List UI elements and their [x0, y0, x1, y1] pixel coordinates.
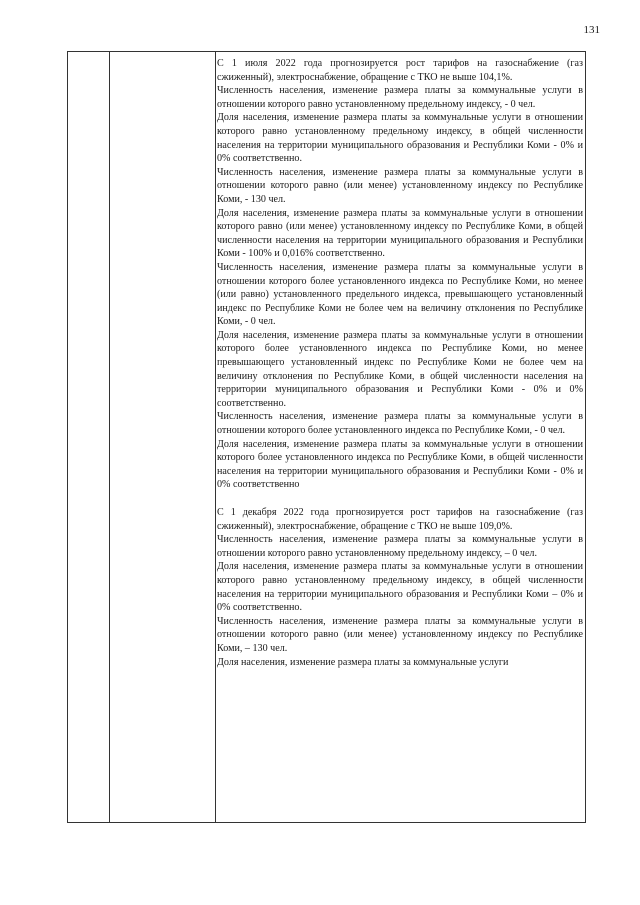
paragraph: Численность населения, изменение размера платы за коммунальные услуги в отношении которого равно установленному предельному индексу, – 0 чел. [217, 534, 583, 559]
paragraph: Численность населения, изменение размера платы за коммунальные услуги в отношении которого более установленного индекса по Республике Коми, но менее (или равно) установленного предельного индекса, превышающего установленный индекс по Республике Коми не более чем на величину отклонения по Республике Коми, - 0 чел. [217, 261, 583, 328]
paragraph: С 1 июля 2022 года прогнозируется рост тарифов на газоснабжение (газ сжиженный), электроснабжение, обращение с ТКО не выше 104,1%. [217, 58, 583, 83]
column-divider-1 [109, 52, 110, 822]
paragraph: Доля населения, изменение размера платы за коммунальные услуги в отношении которого более установленного индекса по Республике Коми, в общей численности населения на территории муниципального образования и Республики Коми - 0% и 0% соответственно [217, 438, 583, 491]
text-cell [217, 57, 583, 669]
paragraph: Доля населения, изменение размера платы за коммунальные услуги [217, 656, 509, 668]
paragraph: Доля населения, изменение размера платы за коммунальные услуги в отношении которого равно (или менее) установленному индексу по Республике Коми, в общей численности населения на территории муниципального образования и Республики Коми - 100% и 0,016% соответственно. [217, 207, 583, 260]
paragraph: Численность населения, изменение размера платы за коммунальные услуги в отношении которого равно установленному предельному индексу, - 0 чел. [217, 85, 583, 110]
section-gap [217, 492, 583, 506]
paragraph: Доля населения, изменение размера платы за коммунальные услуги в отношении которого более установленного индекса по Республике Коми, но менее превышающего установленный индекс по Республике Коми не более чем на величину отклонения по Республике Коми, в общей численности населения на территории муниципального образования и Республики Коми - 0% и 0% соответственно. [217, 329, 583, 409]
page-number: 131 [583, 24, 600, 36]
paragraph: Численность населения, изменение размера платы за коммунальные услуги в отношении которого более установленного индекса по Республике Коми, - 0 чел. [217, 411, 583, 437]
paragraph: Численность населения, изменение размера платы за коммунальные услуги в отношении которого равно (или менее) установленному индексу по Республике Коми, - 130 чел. [217, 166, 583, 205]
document-table [67, 51, 586, 823]
paragraph: Доля населения, изменение размера платы за коммунальные услуги в отношении которого равно установленному предельному индексу, в общей численности населения на территории муниципального образования и Республики Коми – 0% и 0% соответственно. [217, 561, 583, 614]
paragraph: С 1 декабря 2022 года прогнозируется рост тарифов на газоснабжение (газ сжиженный), электроснабжение, обращение с ТКО не выше 109,0%. [217, 507, 583, 532]
paragraph: Численность населения, изменение размера платы за коммунальные услуги в отношении которого равно (или менее) установленному индексу по Республике Коми, – 130 чел. [217, 615, 583, 654]
paragraph: Доля населения, изменение размера платы за коммунальные услуги в отношении которого равно установленному предельному индексу, в общей численности населения на территории муниципального образования и Республики Коми - 0% и 0% соответственно. [217, 112, 583, 165]
column-divider-2 [215, 52, 216, 822]
